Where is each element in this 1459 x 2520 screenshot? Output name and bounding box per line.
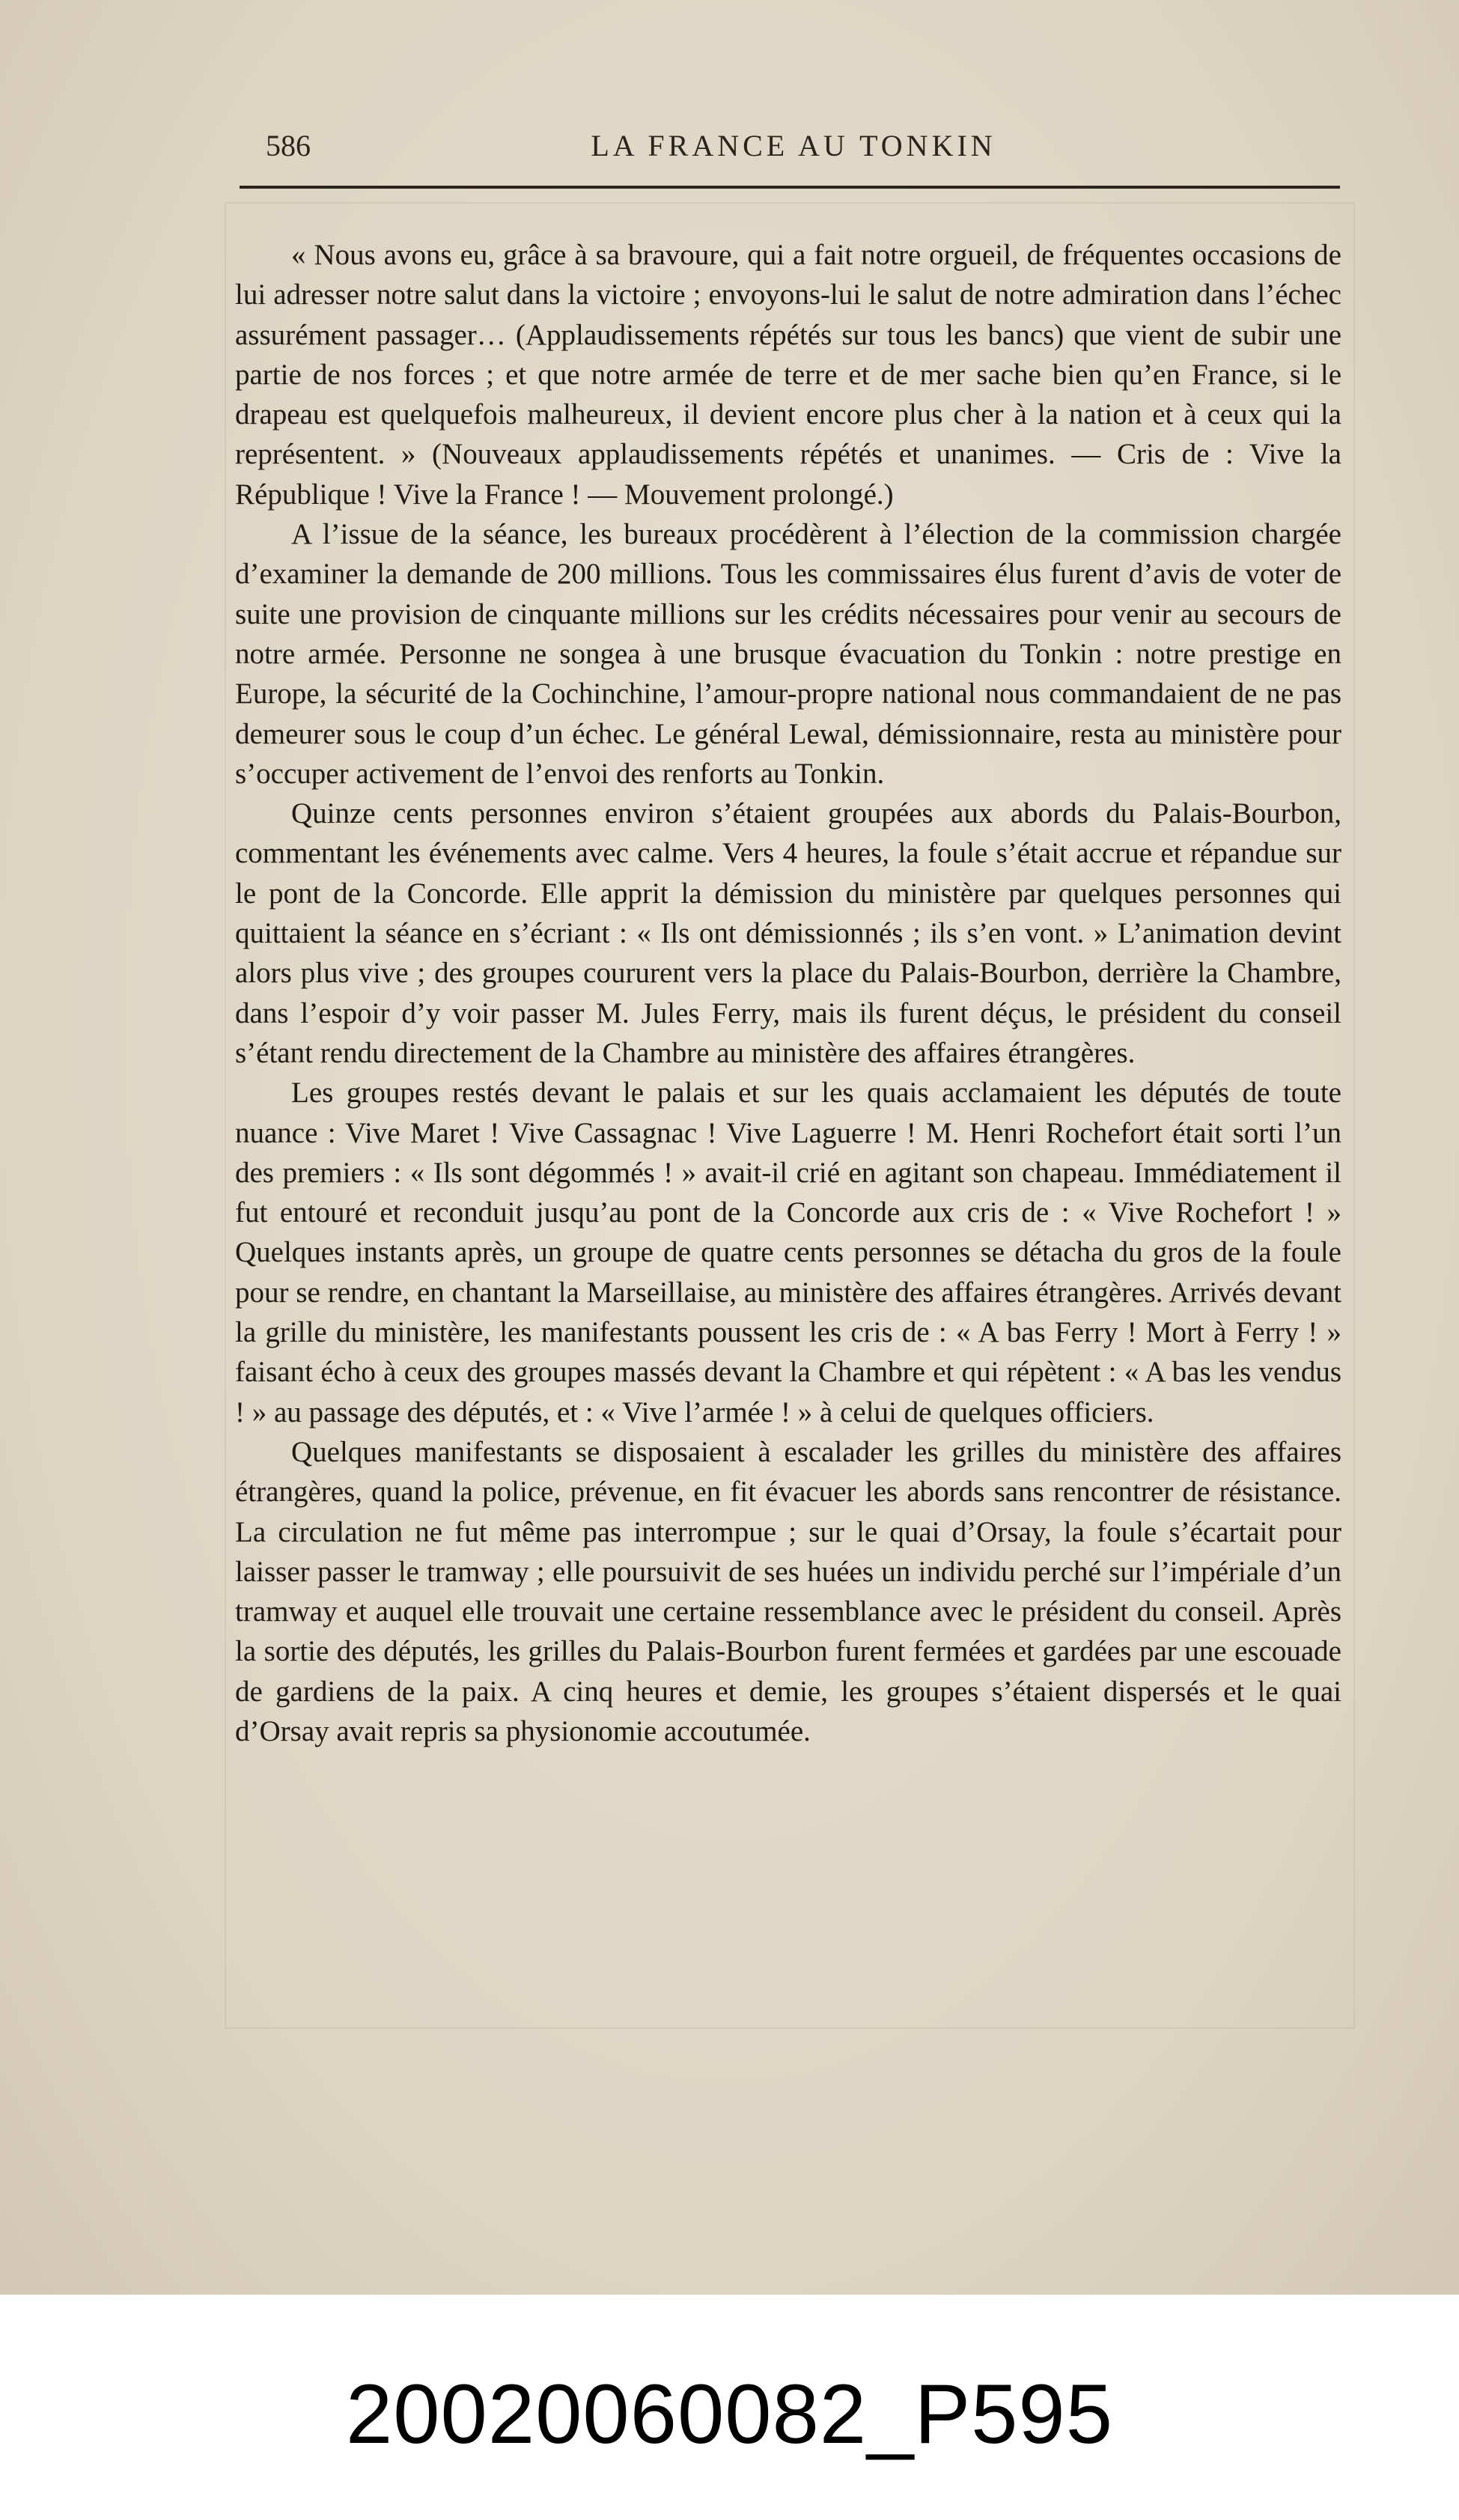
paragraph-1: « Nous avons eu, grâce à sa bravoure, qui a fait notre orgueil, de fréquentes occasions de lui adresser notre salut dans la victoire ; envoyons-lui le salut de notre admiration dans l’échec assurément passager… (Applaudissements répétés sur tous les bancs) que vient de subir une partie de nos forces ; et que notre armée de terre et de mer sache bien qu’en France, si le drapeau est quelquefois malheureux, il devient encore plus cher à la nation et à ceux qui la représentent. » (Nouveaux applaudissements répétés et unanimes. — Cris de : Vive la République ! Vive la France ! — Mouvement prolongé.) (235, 239, 1341, 511)
paragraph-5: Quelques manifestants se disposaient à escalader les grilles du ministère des affaires étrangères, quand la police, prévenue, en fit évacuer les abords sans rencontrer de résistance. La circulation ne fut même pas interrompue ; sur le quai d’Orsay, la foule s’écartait pour laisser passer le tramway ; elle poursuivit de ses huées un individu perché sur l’impériale d’un tramway et auquel elle trouvait une certaine ressemblance avec le président du conseil. Après la sortie des députés, les grilles du Palais-Bourbon furent fermées et gardées par une escouade de gardiens de la paix. A cinq heures et demie, les groupes s’étaient dispersés et le quai d’Orsay avait repris sa physionomie accoutumée. (235, 1435, 1341, 1747)
running-head (247, 124, 1340, 168)
paragraph-3: Quinze cents personnes environ s’étaient groupées aux abords du Palais-Bourbon, commentant les événements avec calme. Vers 4 heures, la foule s’était accrue et répandue sur le pont de la Concorde. Elle apprit la démission du ministère par quelques personnes qui quittaient la séance en s’écriant : « Ils ont démissionnés ; ils s’en vont. » L’animation devint alors plus vive ; des groupes coururent vers la place du Palais-Bourbon, derrière la Chambre, dans l’espoir d’y voir passer M. Jules Ferry, mais ils furent déçus, le président du conseil s’étant rendu directement de la Chambre au ministère des affaires étrangères. (235, 797, 1341, 1069)
header-rule (240, 186, 1340, 189)
paragraph-4: Les groupes restés devant le palais et sur les quais acclamaient les députés de toute nuance : Vive Maret ! Vive Cassagnac ! Vive Laguerre ! M. Henri Rochefort était sorti l’un des premiers : « Ils sont dégommés ! » avait-il crié en agitant son chapeau. Immédiatement il fut entouré et reconduit jusqu’au pont de la Concorde aux cris de : « Vive Rochefort ! » Quelques instants après, un groupe de quatre cents personnes se détacha du gros de la foule pour se rendre, en chantant la Marseillaise, au ministère des affaires étrangères. Arrivés devant la grille du ministère, les manifestants poussent les cris de : « A bas Ferry ! Mort à Ferry ! » faisant écho à ceux des groupes massés devant la Chambre et qui répètent : « A bas les vendus ! » au passage des députés, et : « Vive l’armée ! » à celui de quelques officiers. (235, 1077, 1341, 1428)
running-title: LA FRANCE AU TONKIN (591, 129, 996, 162)
page-number: 586 (266, 129, 311, 162)
body-text (235, 235, 1341, 1751)
catalog-id: 20020060082_P595 (345, 2367, 1114, 2461)
paragraph-2: A l’issue de la séance, les bureaux procédèrent à l’élection de la commission chargée d’examiner la demande de 200 millions. Tous les commissaires élus furent d’avis de voter de suite une provision de cinquante millions sur les crédits nécessaires pour venir au secours de notre armée. Personne ne songea à une brusque évacuation du Tonkin : notre prestige en Europe, la sécurité de la Cochinchine, l’amour-propre national nous commandaient de ne pas demeurer sous le coup d’un échec. Le général Lewal, démissionnaire, resta au ministère pour s’occuper activement de l’envoi des renforts au Tonkin. (235, 518, 1341, 790)
